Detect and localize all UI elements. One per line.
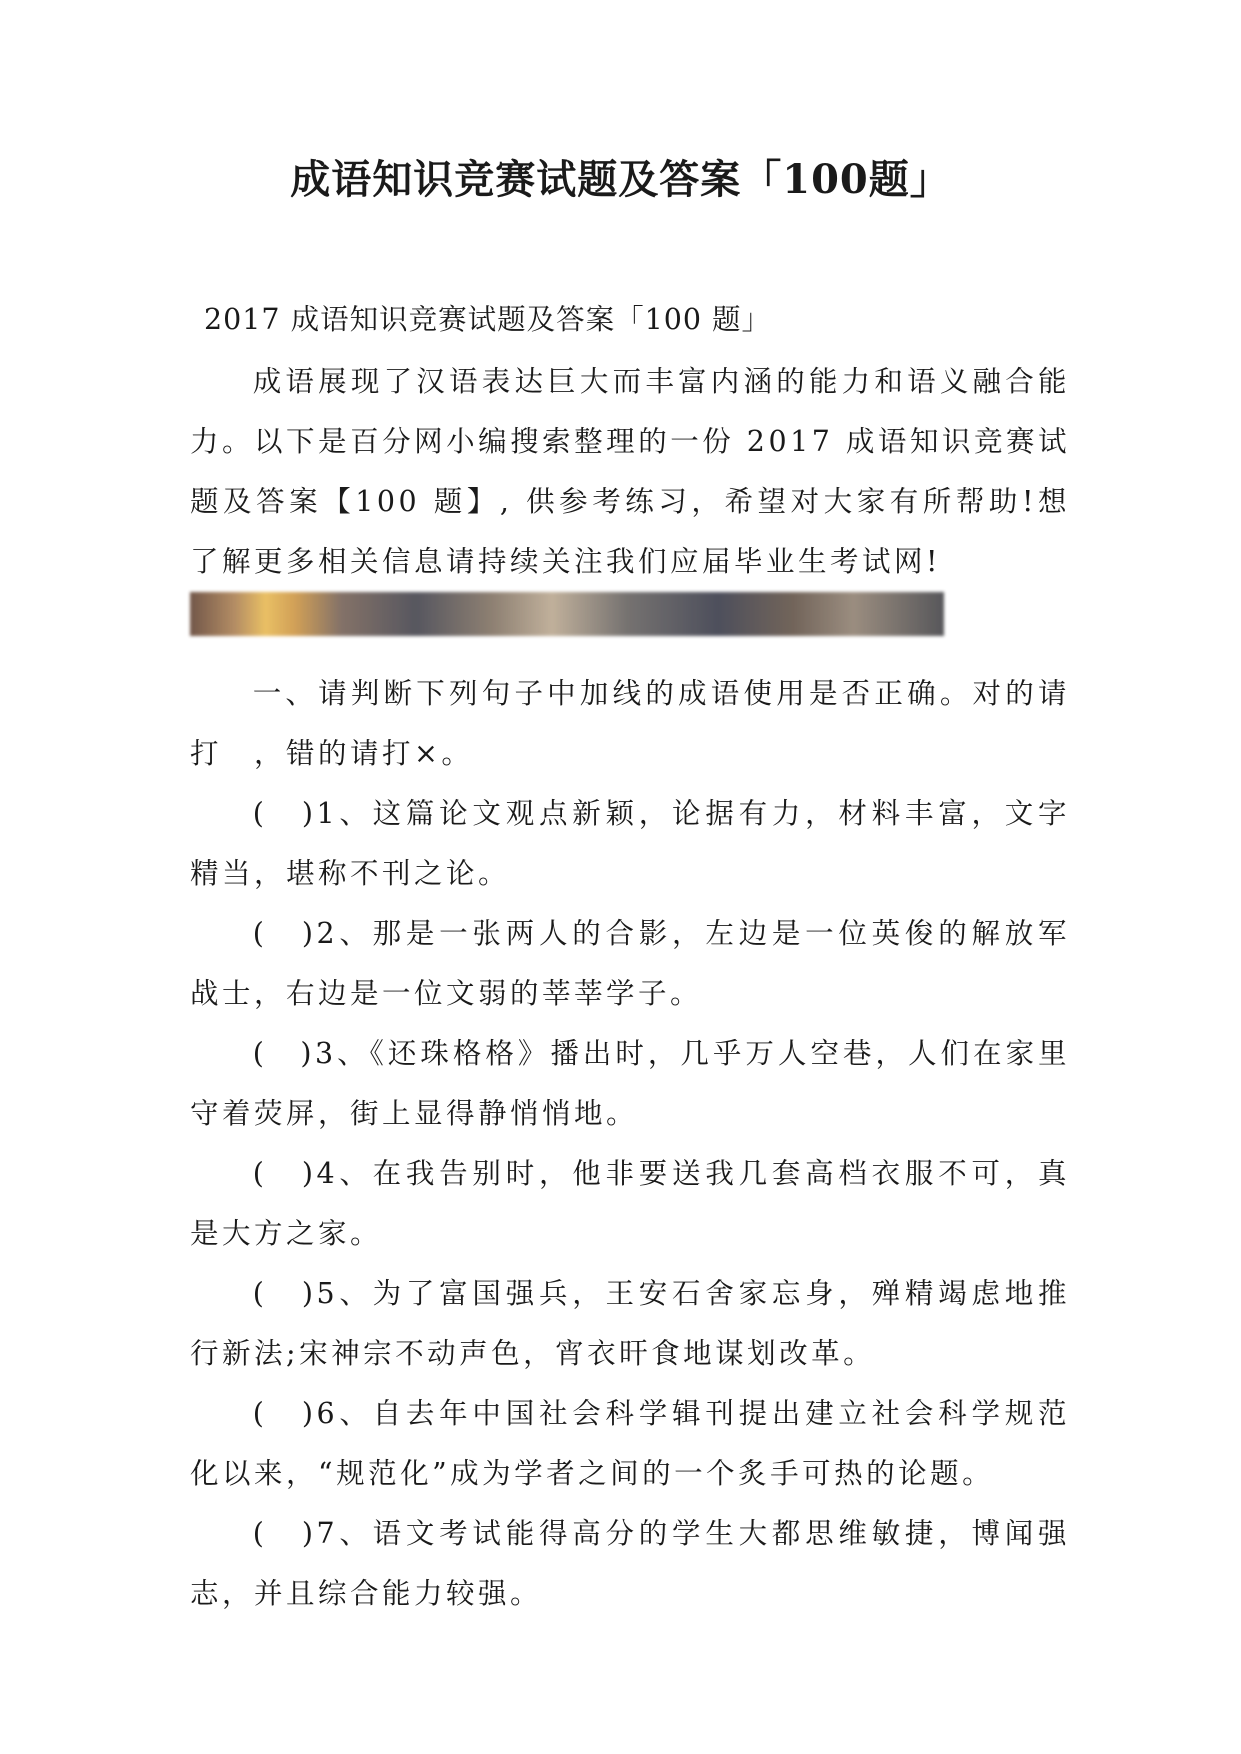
blurred-image: [190, 592, 944, 636]
question-item: ( )6、自去年中国社会科学辑刊提出建立社会科学规范化以来，“规范化”成为学者之间的一个炙手可热的论题。: [190, 1397, 1070, 1490]
question-item: ( )3、《还珠格格》播出时，几乎万人空巷，人们在家里守着荧屏，街上显得静悄悄地。: [190, 1037, 1070, 1130]
section-heading: 一、请判断下列句子中加线的成语使用是否正确。对的请打 ，错的请打×。: [190, 677, 1070, 770]
question-item: ( )5、为了富国强兵，王安石舍家忘身，殚精竭虑地推行新法;宋神宗不动声色，宵衣旰食地谋划改革。: [190, 1277, 1070, 1370]
question-item: ( )1、这篇论文观点新颖，论据有力，材料丰富，文字精当，堪称不刊之论。: [190, 797, 1070, 890]
page-title: 成语知识竞赛试题及答案「100题」: [290, 156, 951, 203]
question-item: ( )2、那是一张两人的合影，左边是一位英俊的解放军战士，右边是一位文弱的莘莘学子。: [190, 917, 1070, 1010]
document-body: [190, 290, 1070, 1624]
intro-paragraph: 成语展现了汉语表达巨大而丰富内涵的能力和语义融合能力。以下是百分网小编搜索整理的一份 2017 成语知识竞赛试题及答案【100 题】, 供参考练习，希望对大家有所帮助!想了解更多相关信息请持续关注我们应届毕业生考试网!: [190, 365, 1070, 578]
question-item: ( )7、语文考试能得高分的学生大都思维敏捷，博闻强志，并且综合能力较强。: [190, 1517, 1070, 1610]
document-subtitle: 2017 成语知识竞赛试题及答案「100 题」: [204, 303, 772, 336]
question-item: ( )4、在我告别时，他非要送我几套高档衣服不可，真是大方之家。: [190, 1157, 1070, 1250]
